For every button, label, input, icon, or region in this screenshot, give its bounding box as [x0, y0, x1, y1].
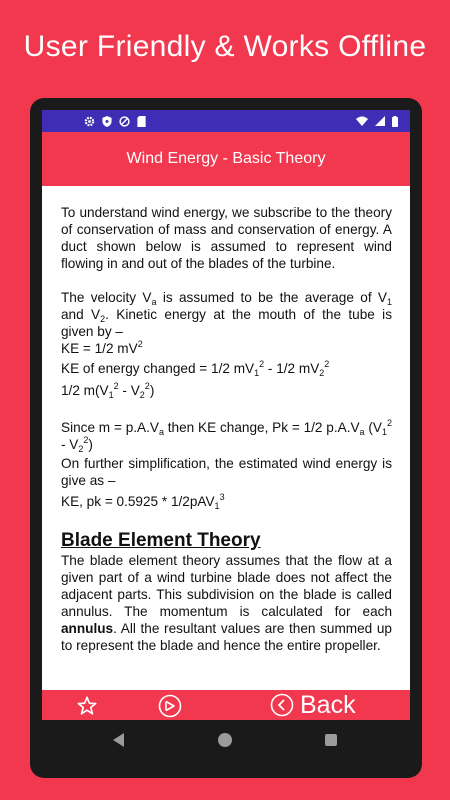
promo-title: User Friendly & Works Offline: [23, 30, 427, 63]
blade-paragraph: The blade element theory assumes that the flow at a given part of a wind turbine blade does not affect the adjacent parts. This subdivision on the blade is called annulus. The momentum is calculated for each annulus. All the resultant values are then summed up to represent the blade and hence the entire propeller.: [61, 553, 392, 653]
velocity-paragraph: The velocity $V_a$ is assumed to be the average of $V_1$ and $V_2$. Kinetic energy at the mouth of the tube is given by –: [61, 290, 393, 339]
further-paragraph: On further simplification, the estimated wind energy is give as –: [61, 456, 392, 488]
back-circle-icon: [270, 693, 294, 717]
device-frame: [30, 98, 422, 778]
battery-icon: [392, 116, 398, 127]
signal-icon: [375, 116, 385, 126]
ke-formula-1: KE = 1/2 $mV^2$: [61, 339, 143, 356]
sd-card-icon: [137, 116, 146, 127]
share-circle-icon[interactable]: [158, 694, 182, 718]
back-label: Back: [300, 690, 356, 719]
intro-paragraph: To understand wind energy, we subscribe to the theory of conservation of mass and conservation of energy. A duct shown below is assumed to represent wind flowing in and out of the blades of the turbine.: [61, 205, 392, 271]
app-bar: [42, 132, 410, 186]
app-bar-title: Wind Energy - Basic Theory: [126, 150, 326, 167]
ke-formula-2: KE of energy changed = 1/2 $mV_1^2 - 1/2$ $mV_2^2$: [61, 359, 330, 378]
section-heading: Blade Element Theory: [61, 530, 261, 551]
nav-home-icon[interactable]: [218, 733, 232, 747]
status-left-icons: [84, 116, 146, 127]
phone-screen: [42, 110, 410, 718]
star-outline-icon[interactable]: [76, 695, 98, 717]
bottom-toolbar: [42, 690, 410, 720]
since-paragraph: Since $m = p.A.V_a$ then KE change, Pk = 1/2 $p.A.V_a$ $(V_1^2 - V_2^2)$: [61, 418, 392, 454]
nav-recents-icon[interactable]: [325, 734, 337, 746]
status-bar: [42, 110, 410, 132]
shield-icon: [102, 116, 112, 127]
ke-pk-formula: KE, pk = 0.5925 * 1/2pAV$_1^3$: [61, 492, 225, 511]
settings-icon: [84, 116, 95, 127]
back-button[interactable]: [270, 692, 356, 718]
system-nav-bar: [0, 720, 450, 760]
nav-back-icon[interactable]: [112, 733, 126, 747]
status-right-icons: [356, 116, 398, 127]
ke-formula-3: 1/2 $m(V_1^2 - V_2^2)$: [61, 381, 155, 400]
wifi-icon: [356, 116, 368, 126]
article-content[interactable]: [42, 186, 410, 700]
at-sign-icon: [119, 116, 130, 127]
